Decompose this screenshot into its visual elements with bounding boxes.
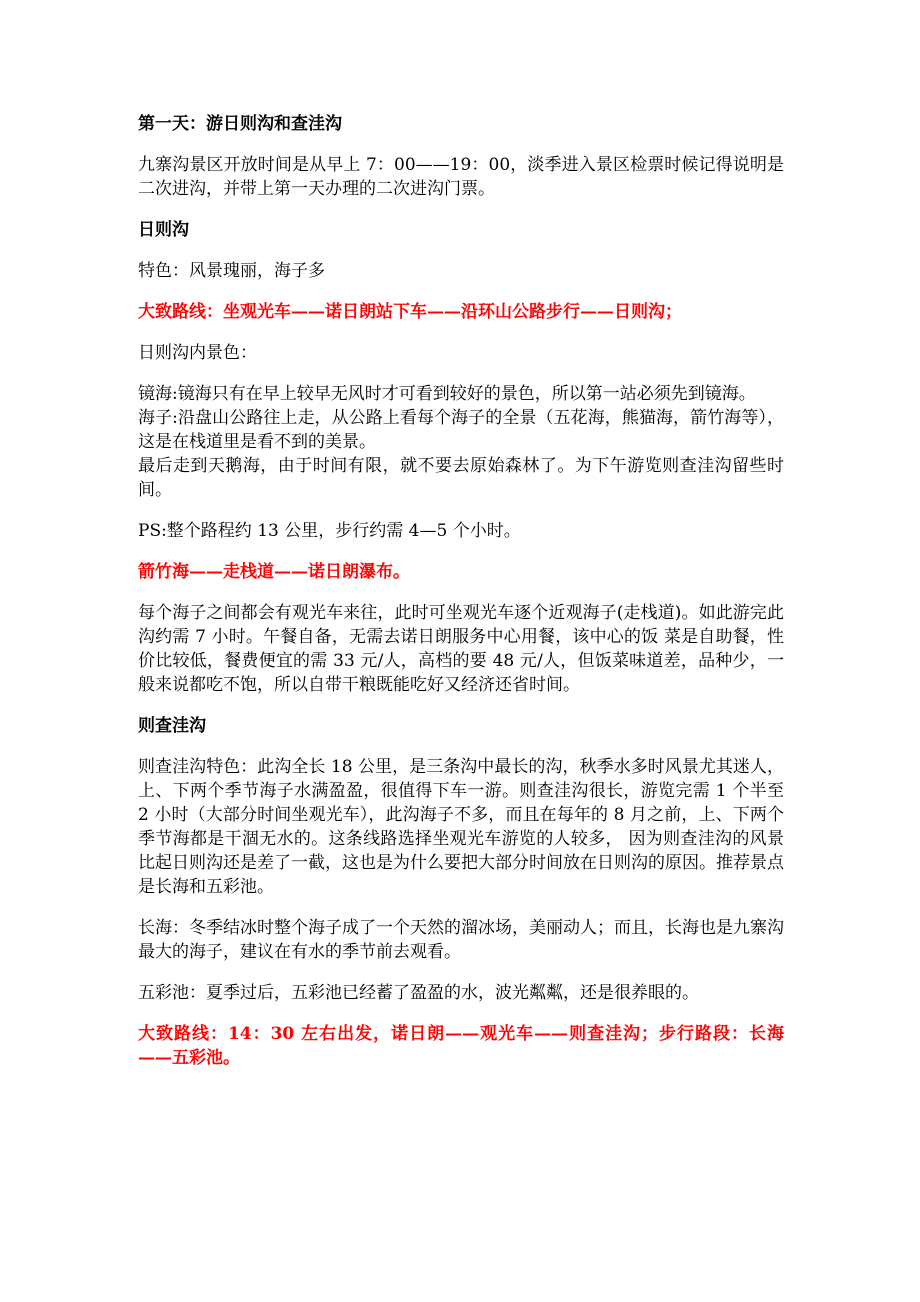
- ps-note: PS:整个路程约 13 公里，步行约需 4—5 个小时。: [138, 521, 521, 541]
- haizi-paragraph: 海子:沿盘山公路往上走，从公路上看每个海子的全景（五花海，熊猫海，箭竹海等），这是在栈道里是看不到的美景。: [138, 408, 784, 452]
- document-page: [138, 112, 784, 1070]
- wucaichi-paragraph: 五彩池：夏季过后，五彩池已经蓄了盈盈的水，波光粼粼，还是很养眼的。: [138, 983, 699, 1003]
- zechawagou-heading: 则查洼沟: [138, 716, 206, 736]
- rizegou-feature: 特色：风景瑰丽，海子多: [138, 261, 325, 281]
- opening-note: 九寨沟景区开放时间是从早上 7：00——19：00，淡季进入景区检票时候记得说明是二次进沟，并带上第一天办理的二次进沟门票。: [138, 155, 784, 199]
- rizegou-route-2: 箭竹海——走栈道——诺日朗瀑布。: [138, 562, 410, 582]
- zechawagou-feature: 则查洼沟特色：此沟全长 18 公里，是三条沟中最长的沟，秋季水多时风景尤其迷人，上、下两个季节海子水满盈盈，很值得下车一游。则查洼沟很长，游览完需 1 个半至 2 小时（大部分时间坐观光车），此沟海子不多，而且在每年的 8 月之前，上、下两个季节海都是干涸无水的。这条线路选择坐观光车游览的人较多， 因为则查洼沟的风景比起日则沟还是差了一截，这也是为什么要把大部分时间放在日则沟的原因。推荐景点是长海和五彩池。: [138, 757, 784, 897]
- jinghai-paragraph: 镜海:镜海只有在早上较早无风时才可看到较好的景色，所以第一站必须先到镜海。: [138, 384, 756, 404]
- zechawagou-route: 大致路线：14：30 左右出发，诺日朗——观光车——则查洼沟；步行路段：长海——五彩池。: [138, 1024, 784, 1068]
- tiane-paragraph: 最后走到天鹅海，由于时间有限，就不要去原始森林了。为下午游览则查洼沟留些时间。: [138, 456, 784, 500]
- rizegou-route: 大致路线：坐观光车——诺日朗站下车——沿环山公路步行——日则沟；: [138, 302, 682, 322]
- rizegou-scenery-title: 日则沟内景色：: [138, 343, 257, 363]
- lunch-paragraph: 每个海子之间都会有观光车来往，此时可坐观光车逐个近观海子(走栈道)。如此游完此沟约需 7 小时。午餐自备，无需去诺日朗服务中心用餐，该中心的饭 菜是自助餐，性价比较低，餐费便宜的需 33 元/人，高档的要 48 元/人，但饭菜味道差，品种少，一般来说都吃不饱，所以自带干粮既能吃好又经济还省时间。: [138, 603, 784, 695]
- day1-heading: 第一天：游日则沟和查洼沟: [138, 114, 342, 134]
- changhai-paragraph: 长海：冬季结冰时整个海子成了一个天然的溜冰场，美丽动人；而且，长海也是九寨沟最大的海子，建议在有水的季节前去观看。: [138, 918, 784, 962]
- rizegou-heading: 日则沟: [138, 220, 189, 240]
